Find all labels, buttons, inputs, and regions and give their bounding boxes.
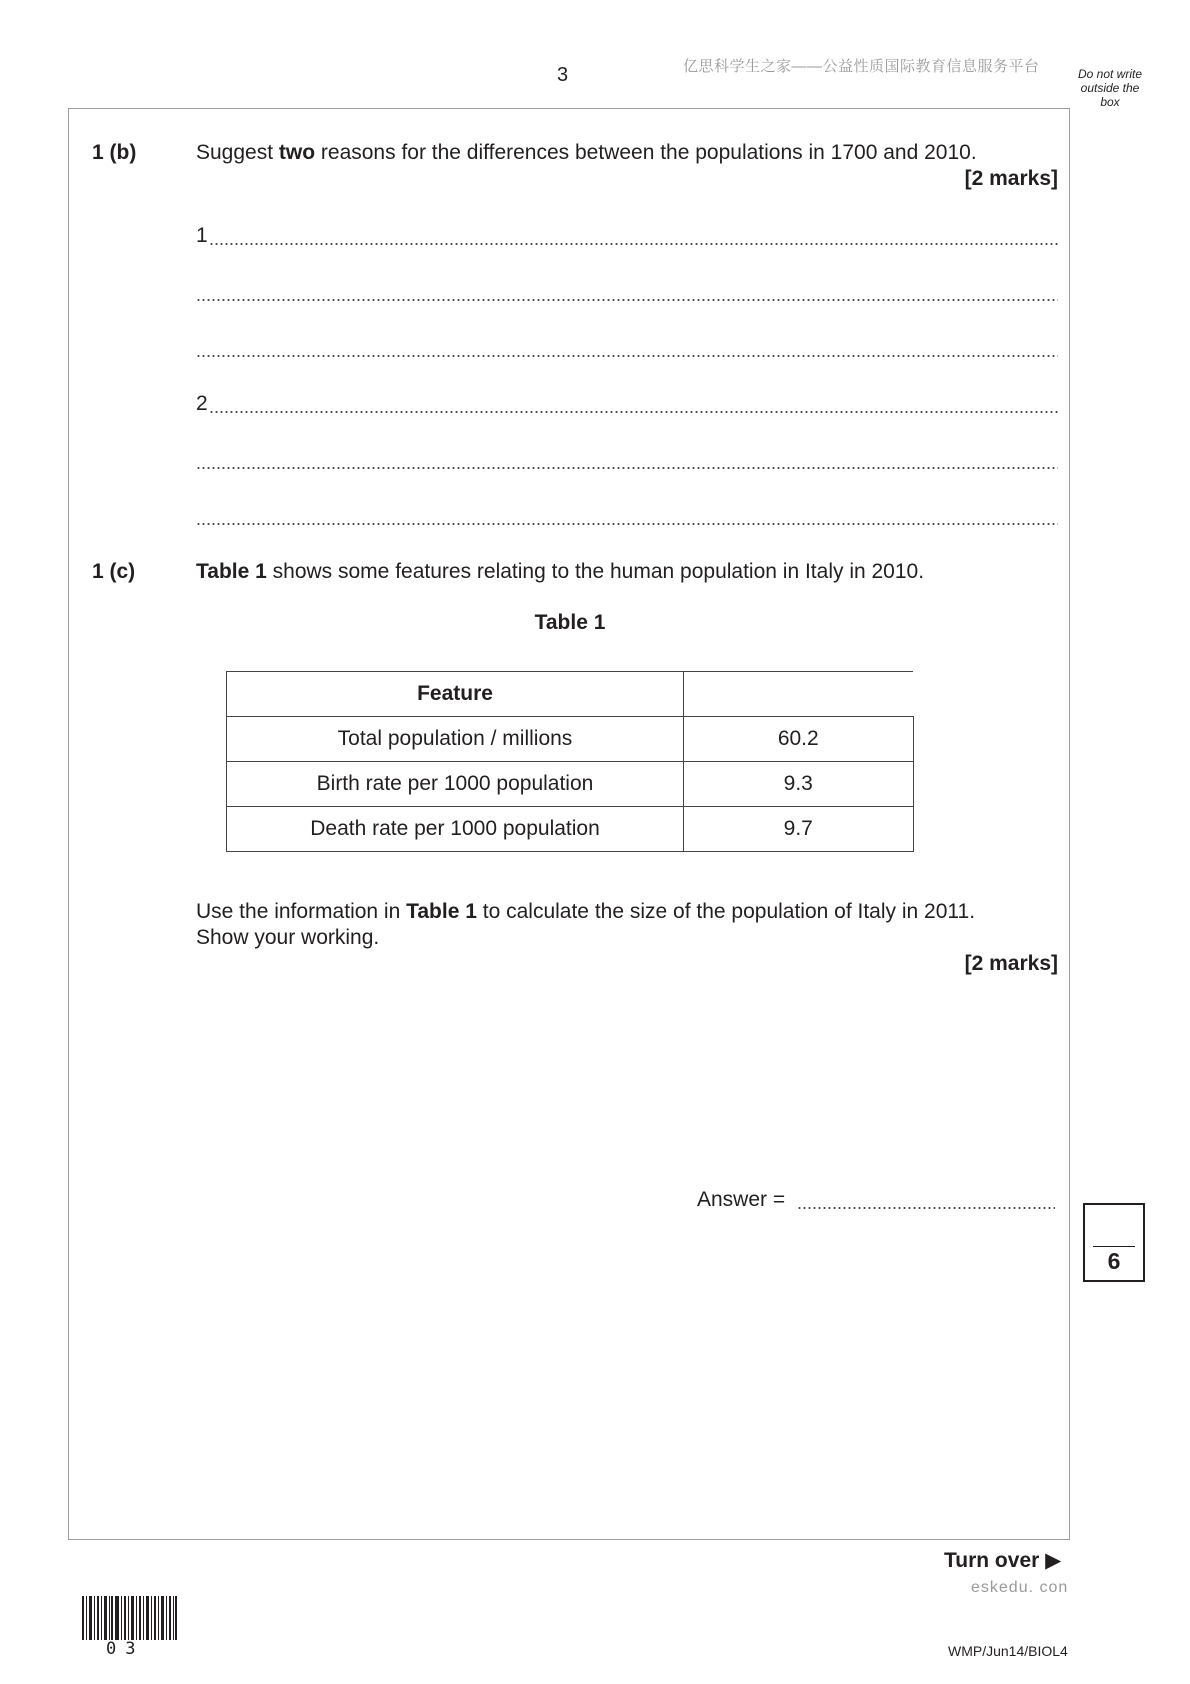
score-box-line xyxy=(1093,1246,1135,1247)
table-cell-value: 9.3 xyxy=(684,762,914,807)
answer-line[interactable] xyxy=(196,334,1058,358)
table-header-empty xyxy=(684,672,914,717)
page-number: 3 xyxy=(557,64,569,86)
question-1c-instruction-line2: Show your working. xyxy=(196,926,380,949)
table-cell-feature: Total population / millions xyxy=(227,717,684,762)
population-table xyxy=(226,671,914,852)
question-1c-intro: Table 1 shows some features relating to the human population in Italy in 2010. xyxy=(196,560,925,583)
question-1b-marks: [2 marks] xyxy=(964,167,1058,190)
answer-label: Answer = xyxy=(697,1188,786,1211)
answer-line[interactable] xyxy=(196,502,1058,526)
answer-line-label-1: 1 xyxy=(196,224,208,247)
answer-input-line[interactable] xyxy=(797,1186,1055,1210)
answer-line-label-2: 2 xyxy=(196,392,208,415)
score-total: 6 xyxy=(1107,1248,1121,1274)
table-title: Table 1 xyxy=(534,611,606,634)
answer-line[interactable] xyxy=(209,222,1058,246)
watermark-header: 亿思科学生之家——公益性质国际教育信息服务平台 xyxy=(683,58,1040,75)
question-1b-text: Suggest two reasons for the differences between the populations in 1700 and 2010. xyxy=(196,141,977,164)
question-number-1b: 1 (b) xyxy=(92,141,137,164)
table-cell-feature: Birth rate per 1000 population xyxy=(227,762,684,807)
paper-reference: WMP/Jun14/BIOL4 xyxy=(948,1643,1068,1659)
margin-note: Do not write outside the box xyxy=(1077,67,1143,109)
table-cell-value: 9.7 xyxy=(684,807,914,852)
watermark-footer: eskedu. con xyxy=(971,1579,1069,1596)
turn-over-label: Turn over ▶ xyxy=(944,1549,1062,1572)
table-row xyxy=(227,717,914,762)
answer-line[interactable] xyxy=(196,278,1058,302)
table-row xyxy=(227,762,914,807)
barcode-icon xyxy=(82,1596,177,1640)
table-row xyxy=(227,807,914,852)
answer-line[interactable] xyxy=(196,446,1058,470)
question-number-1c: 1 (c) xyxy=(92,560,136,583)
barcode-number: 03 xyxy=(106,1639,145,1659)
question-1c-instruction: Use the information in Table 1 to calculate the size of the population of Italy in 2011. xyxy=(196,900,976,923)
question-1c-marks: [2 marks] xyxy=(964,952,1058,975)
table-cell-value: 60.2 xyxy=(684,717,914,762)
table-cell-feature: Death rate per 1000 population xyxy=(227,807,684,852)
table-header-feature: Feature xyxy=(227,672,684,717)
answer-line[interactable] xyxy=(209,390,1058,414)
